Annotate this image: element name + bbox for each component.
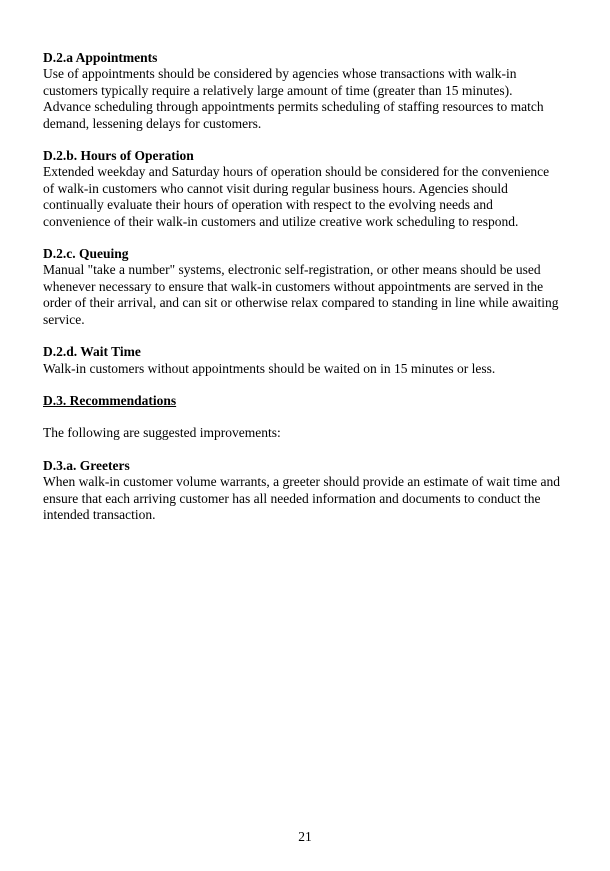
- section-body: Walk-in customers without appointments should be waited on in 15 minutes or less.: [43, 360, 496, 376]
- section-greeters: [43, 458, 563, 524]
- page-content: [43, 50, 563, 539]
- section-heading: D.2.d. Wait Time: [43, 344, 141, 360]
- section-heading: D.2.b. Hours of Operation: [43, 148, 194, 164]
- section-queuing: [43, 246, 563, 328]
- section-body: Manual "take a number" systems, electronic self-registration, or other means should be used whenever necessary to ensure that walk-in customers without appointments are served in the order of their arrival, and can sit or otherwise relax compared to standing in line while awaiting service.: [43, 262, 559, 327]
- recommendations-intro: The following are suggested improvements:: [43, 425, 281, 441]
- blank-line: [43, 409, 563, 425]
- section-recommendations: [43, 393, 563, 442]
- section-appointments: [43, 50, 563, 132]
- section-body: Use of appointments should be considered by agencies whose transactions with walk-in customers typically require a relatively large amount of time (greater than 15 minutes). Advance scheduling through appointments permits scheduling of staffing resources to match demand, lessening delays for customers.: [43, 66, 544, 131]
- section-heading: D.2.a Appointments: [43, 50, 158, 65]
- section-heading: D.2.c. Queuing: [43, 246, 129, 262]
- section-heading: D.3.a. Greeters: [43, 457, 130, 473]
- section-body: When walk-in customer volume warrants, a greeter should provide an estimate of wait time and ensure that each arriving customer has all needed information and documents to conduct the intended transaction.: [43, 474, 560, 522]
- page-number: 21: [298, 829, 312, 844]
- section-hours-of-operation: [43, 148, 563, 230]
- section-wait-time: [43, 344, 563, 377]
- section-body: Extended weekday and Saturday hours of operation should be considered for the convenience of walk-in customers who cannot visit during regular business hours. Agencies should continually evaluate their hours of operation with respect to the evolving needs and convenience of their walk-in customers and utilize creative work scheduling to respond.: [43, 164, 550, 229]
- recommendations-heading: D.3. Recommendations: [43, 392, 177, 408]
